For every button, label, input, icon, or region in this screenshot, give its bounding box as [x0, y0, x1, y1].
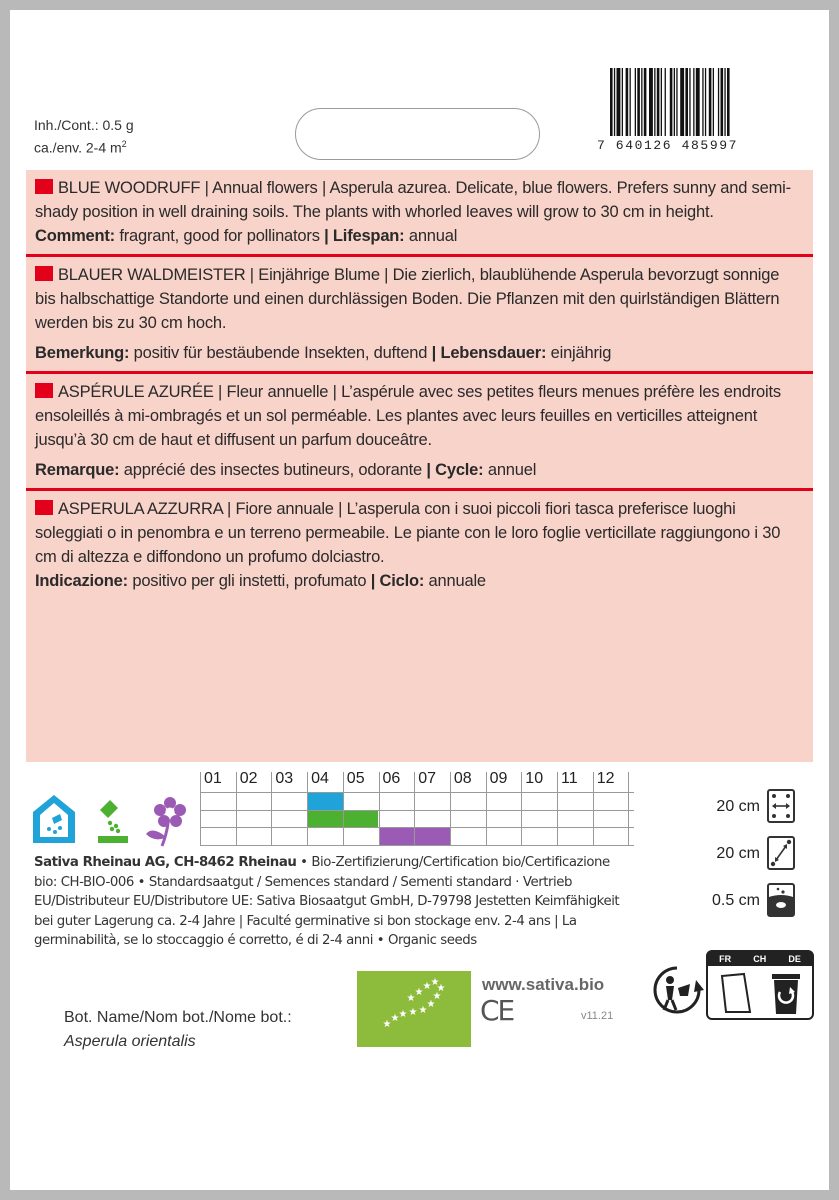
barcode-bar	[614, 68, 615, 136]
barcode-bar	[617, 68, 621, 136]
lifespan-text: einjährig	[546, 344, 612, 362]
calendar-grid-line	[343, 772, 344, 845]
barcode-bar	[696, 68, 700, 136]
botanical-name	[64, 1006, 292, 1054]
barcode-bar	[661, 68, 662, 136]
barcode-bar	[676, 68, 677, 136]
calendar-month-label: 10	[525, 770, 544, 787]
outdoor-sowing-icon	[96, 798, 130, 844]
barcode-bar	[702, 68, 703, 136]
calendar-period-cell	[307, 810, 343, 828]
calendar-period-cell	[343, 810, 379, 828]
eu-star: ★	[408, 1007, 418, 1018]
calendar-month-label: 05	[346, 770, 365, 787]
barcode-bar	[654, 68, 655, 136]
calendar-grid-line	[379, 772, 380, 845]
red-square-icon	[35, 266, 53, 281]
red-square-icon	[35, 179, 53, 194]
eu-star: ★	[432, 991, 442, 1002]
description-text: ASPÉRULE AZURÉE | Fleur annuelle | L’aspérule avec ses petites fleurs menues préfère les endroits ensoleillés à mi-ombragés et un sol perméable. Les plantes avec leurs feuilles en verticilles atteignent jusqu’à 30 cm de haut et diffusent un parfum douceâtre.	[35, 383, 781, 449]
barcode-bar	[693, 68, 694, 136]
calendar-grid-line	[200, 845, 634, 846]
lifespan-label: | Lebensdauer:	[431, 344, 547, 362]
barcode-bar	[610, 68, 613, 136]
waste-bin-icon	[766, 970, 806, 1016]
version-label: v11.21	[581, 1010, 614, 1022]
paper-bag-icon	[720, 972, 752, 1014]
calendar-period-cell	[414, 827, 450, 845]
description-panel	[26, 170, 813, 762]
barcode-bar	[727, 68, 730, 136]
comment-text: positiv für bestäubende Insekten, duftend	[129, 344, 432, 362]
flowering-icon	[140, 794, 190, 848]
barcode-bar	[721, 68, 724, 136]
barcode-bar	[665, 68, 666, 136]
barcode-bar	[724, 68, 725, 136]
section-italian	[26, 488, 813, 599]
lifespan-text: annual	[404, 227, 458, 245]
comment-text: apprécié des insectes butineurs, odorante	[119, 461, 427, 479]
lifespan-text: annuale	[424, 572, 486, 590]
barcode-bar	[685, 68, 688, 136]
barcode-bar	[637, 68, 640, 136]
calendar-month-label: 03	[275, 770, 294, 787]
calendar-month-label: 07	[418, 770, 436, 787]
comment-label: Comment:	[35, 227, 115, 245]
comment-label: Bemerkung:	[35, 344, 130, 362]
comment-text: fragrant, good for pollinators	[114, 227, 325, 245]
calendar-period-cell	[379, 827, 415, 845]
company-name: Sativa Rheinau AG, CH-8462 Rheinau	[34, 855, 297, 870]
barcode-bar	[713, 68, 714, 136]
sowing-depth-icon	[767, 883, 795, 917]
description-text: BLAUER WALDMEISTER | Einjährige Blume | Die zierlich, blaublühende Asperula bevorzugt sonnige bis halbschattige Standorte und einen durchlässigen Boden. Die Pflanzen mit den quirlständigen Blättern werden bis zu 30 cm hoch.	[35, 266, 780, 332]
calendar-grid-line	[486, 772, 487, 845]
barcode-bar	[680, 68, 684, 136]
eu-star: ★	[382, 1019, 392, 1030]
barcode-bar	[635, 68, 636, 136]
section-english	[26, 170, 813, 254]
calendar-month-label: 04	[311, 770, 329, 787]
comment-text: positivo per gli instetti, profumato	[127, 572, 371, 590]
comment-label: Indicazione:	[35, 572, 128, 590]
row-spacing-icon	[767, 789, 795, 823]
calendar-grid-line	[628, 772, 629, 845]
eu-star: ★	[436, 983, 446, 994]
company-details: • Bio-Zertifizierung/Certification bio/Certificazione bio: CH-BIO-006 • Standardsaatgut / Semences standard / Sementi standard · Vertrieb EU/Distributeur EU/Distributore UE: Sativa Biosaatgut GmbH, D-79798 Jestetten Keimfähigkeit bei guter Lagerung ca. 2-4 Jahre | Faculté germinative si bon stockage env. 2-4 ans | La germinabilità, se lo stoccaggio é corretto, é di 2-4 anni • Organic seeds	[34, 855, 620, 948]
country-fr: FR	[719, 954, 732, 964]
lifespan-label: | Ciclo:	[370, 572, 425, 590]
content-info	[34, 116, 134, 158]
lifespan-label: | Lifespan:	[324, 227, 405, 245]
barcode-number: 7 640126 485997	[597, 138, 739, 153]
barcode-bar	[705, 68, 706, 136]
lifespan-label: | Cycle:	[426, 461, 484, 479]
recycling-country-labels	[706, 950, 814, 1020]
house-sowing-icon	[30, 792, 78, 846]
website-link[interactable]: www.sativa.bio	[482, 975, 605, 994]
calendar-grid-line	[200, 810, 634, 811]
eu-star: ★	[414, 987, 424, 998]
barcode-bar	[622, 68, 623, 136]
eu-star: ★	[422, 981, 432, 992]
calendar-grid-line	[593, 772, 594, 845]
barcode	[610, 68, 770, 136]
calendar-grid-line	[450, 772, 451, 845]
country-de: DE	[788, 954, 801, 964]
barcode-bar	[718, 68, 719, 136]
ce-mark: CE	[480, 994, 514, 1027]
triman-recycling-icon	[648, 962, 706, 1018]
eu-star: ★	[406, 993, 416, 1004]
calendar-month-label: 11	[561, 770, 578, 787]
content-area: ca./env. 2-4 $m^2$	[34, 139, 127, 156]
barcode-bar	[670, 68, 673, 136]
section-french	[26, 371, 813, 488]
barcode-bar	[709, 68, 712, 136]
calendar-month-label: 08	[453, 770, 472, 787]
calendar-grid-line	[414, 772, 415, 845]
calendar-grid-line	[521, 772, 522, 845]
eu-organic-logo	[357, 971, 471, 1047]
barcode-bar	[641, 68, 642, 136]
botanical-name-latin: Asperula orientalis	[64, 1033, 196, 1050]
calendar-grid-line	[200, 772, 201, 845]
barcode-bar	[630, 68, 631, 136]
eu-star: ★	[398, 1009, 408, 1020]
company-info	[34, 853, 634, 951]
botanical-name-label: Bot. Name/Nom bot./Nome bot.:	[64, 1009, 292, 1026]
description-text: ASPERULA AZZURRA | Fiore annuale | L’asperula con i suoi piccoli fiori tasca preferisce luoghi soleggiati o in penombra e un terreno permeabile. Le piante con le loro foglie verticillate raggiungono i 30 cm di altezza e diffondono un profumo dolciastro.	[35, 500, 781, 566]
barcode-bar	[674, 68, 675, 136]
calendar-grid-line	[200, 792, 634, 793]
calendar-month-label: 12	[596, 770, 615, 787]
plant-spacing-label: 20 cm	[716, 845, 760, 862]
calendar-period-cell	[307, 792, 343, 810]
red-square-icon	[35, 383, 53, 398]
sowing-depth-label: 0.5 cm	[711, 892, 760, 909]
eu-star: ★	[430, 977, 440, 988]
country-ch: CH	[753, 954, 767, 964]
barcode-bar	[649, 68, 653, 136]
calendar-grid-line	[200, 827, 634, 828]
lifespan-text: annuel	[483, 461, 537, 479]
hang-hole	[295, 108, 540, 160]
calendar-month-label: 09	[489, 770, 508, 787]
red-square-icon	[35, 500, 53, 515]
plant-spacing-icon	[767, 836, 795, 870]
barcode-bar	[689, 68, 690, 136]
calendar-grid-line	[307, 772, 308, 845]
section-german	[26, 254, 813, 371]
row-spacing-label: 20 cm	[716, 798, 760, 815]
content-weight: Inh./Cont.: 0.5 g	[34, 117, 134, 133]
barcode-bar	[644, 68, 647, 136]
calendar-grid-line	[236, 772, 237, 845]
eu-star: ★	[418, 1005, 428, 1016]
calendar-month-label: 01	[204, 770, 222, 787]
comment-label: Remarque:	[35, 461, 120, 479]
calendar-month-label: 06	[382, 770, 401, 787]
calendar-grid-line	[557, 772, 558, 845]
eu-star: ★	[426, 999, 436, 1010]
description-text: BLUE WOODRUFF | Annual flowers | Asperula azurea. Delicate, blue flowers. Prefers sunny and semi-shady position in well draining soils. The plants with whorled leaves will grow to 30 cm in height.	[35, 179, 791, 221]
calendar-grid-line	[271, 772, 272, 845]
eu-star: ★	[390, 1013, 400, 1024]
barcode-bar	[657, 68, 660, 136]
calendar-month-label: 02	[239, 770, 258, 787]
barcode-bar	[626, 68, 629, 136]
